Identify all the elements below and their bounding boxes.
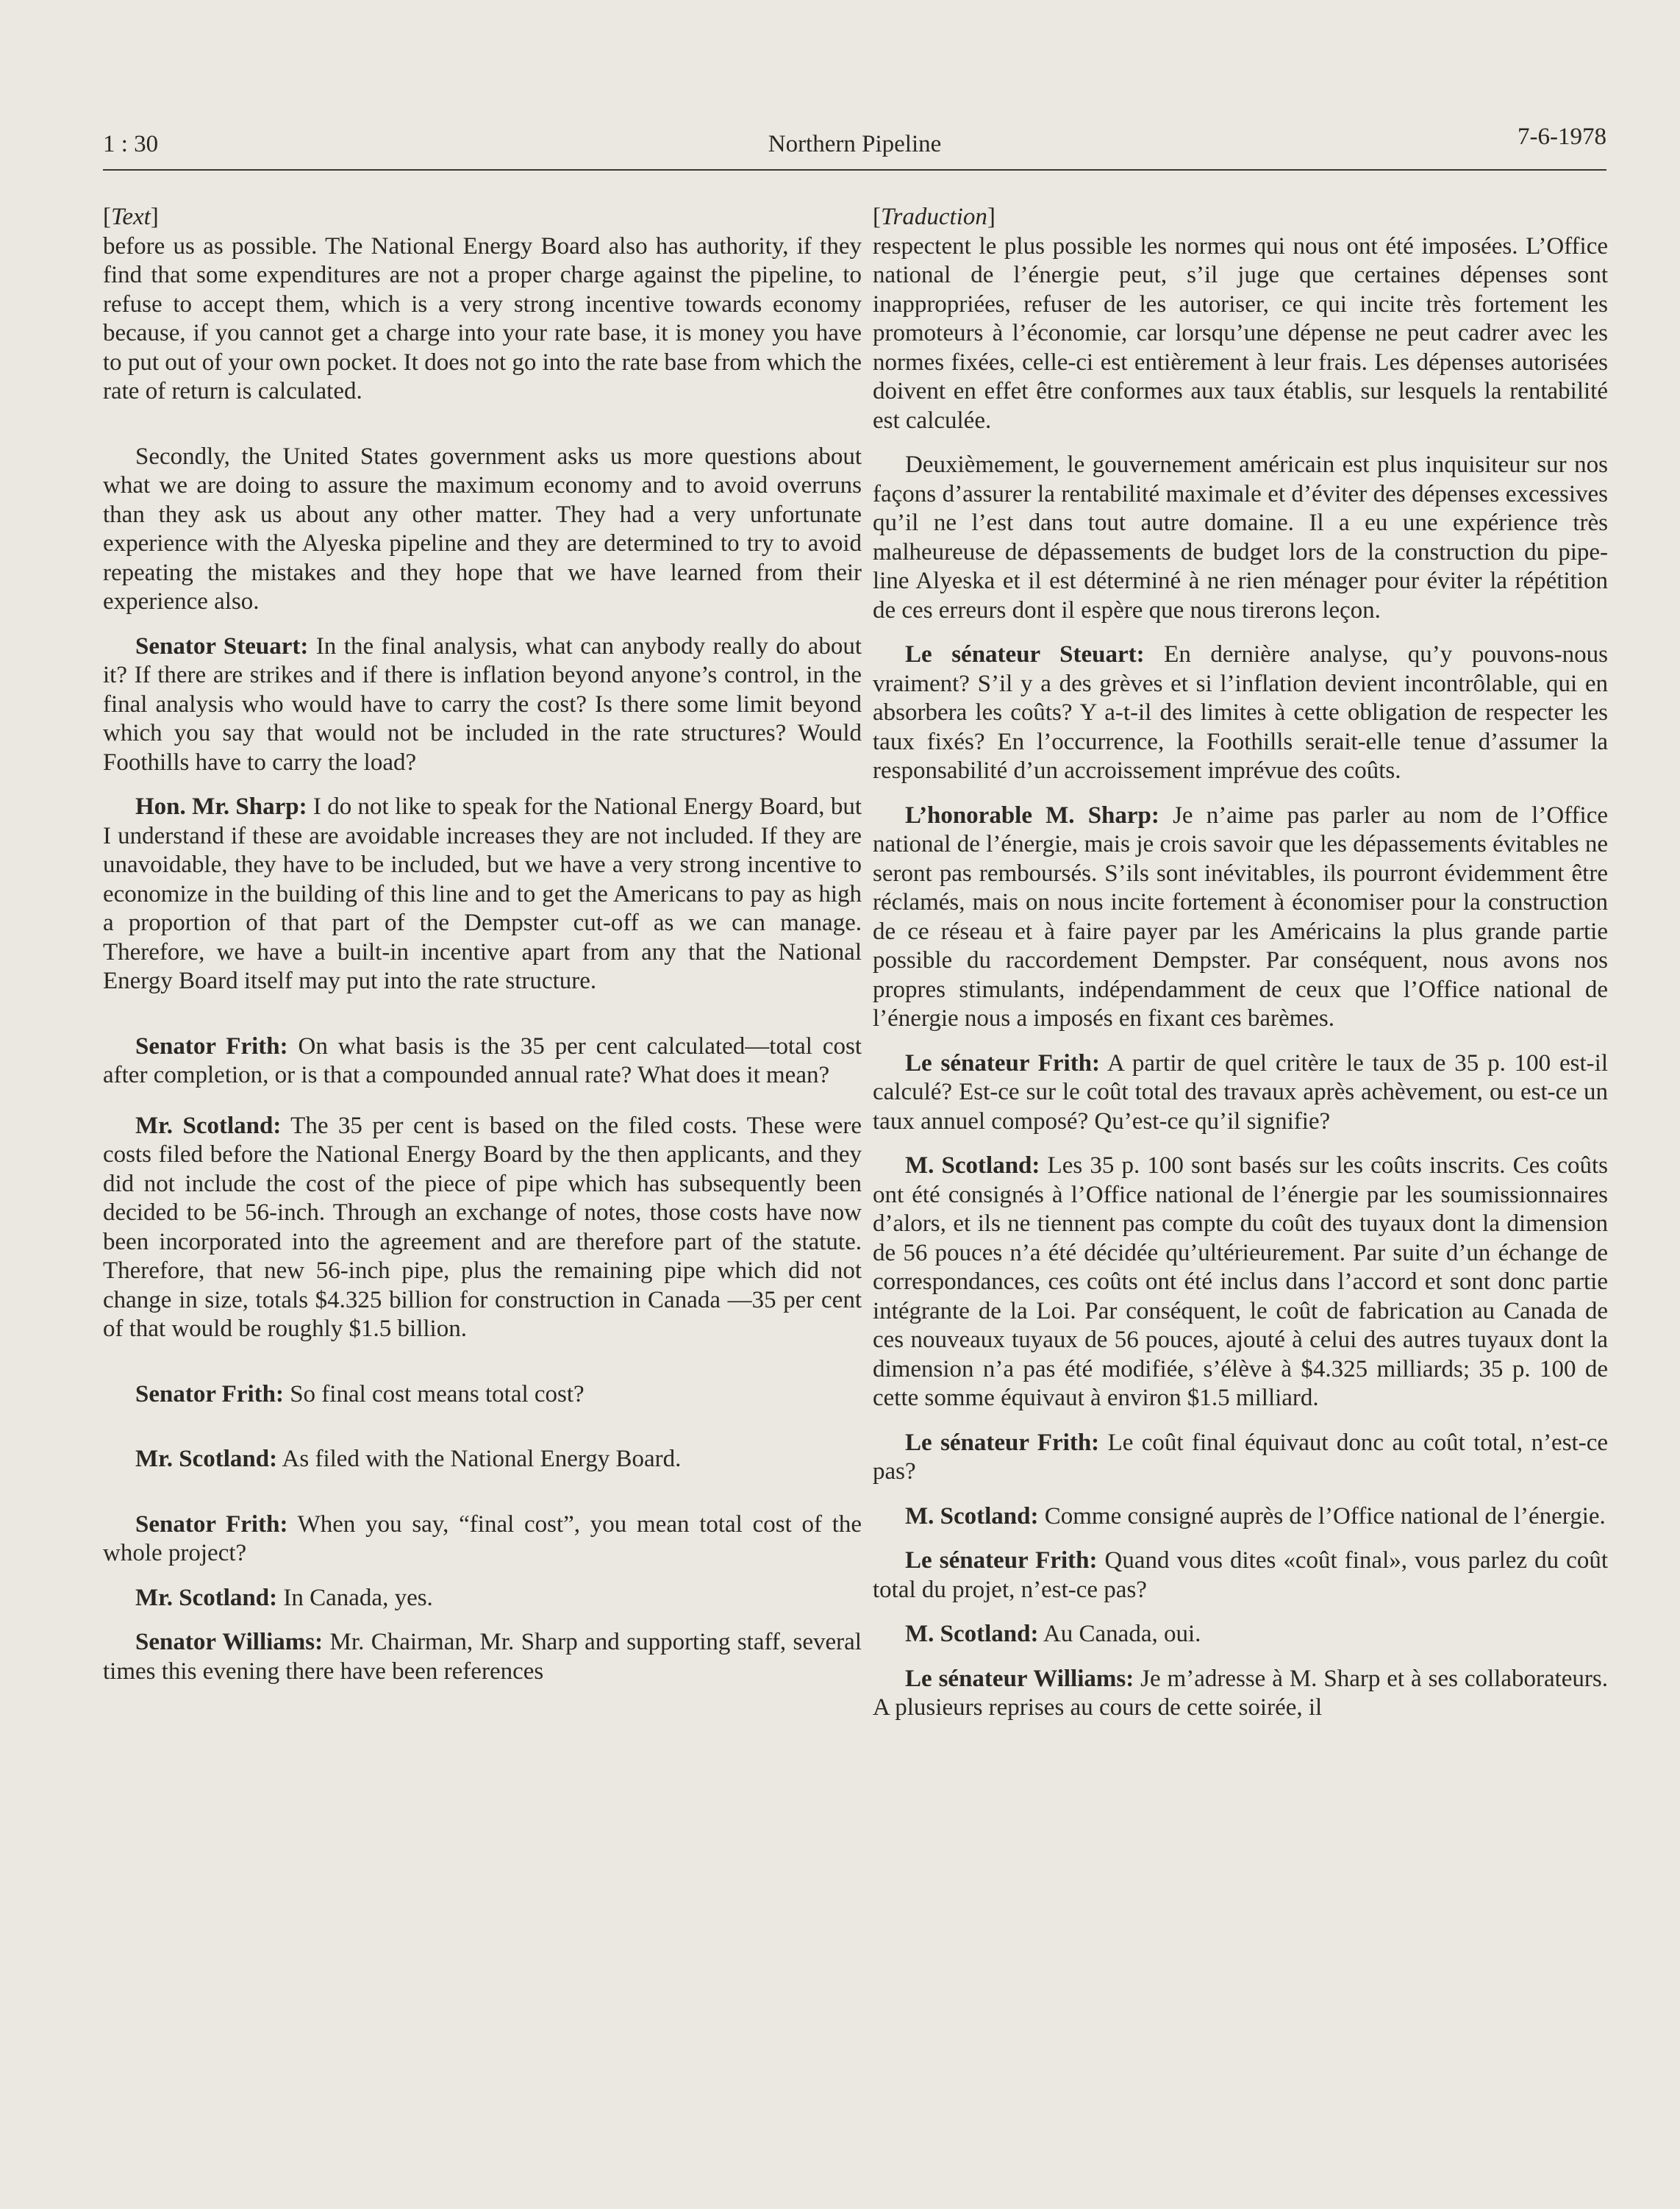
speaker-paragraph <box>873 1049 1608 1137</box>
speech-text: The 35 per cent is based on the filed costs. These were costs filed before the National Energy Board by the then applicants, and they did not include the cost of the piece of pipe which has subsequently been decided to be 56-inch. Through an exchange of notes, those costs have now been incorporated into the agreement and are therefore part of the statute. Therefore, that new 56-inch pipe, plus the remaining pipe which did not change in size, totals $4.325 billion for construction in Canada —35 per cent of that would be roughly $1.5 billion. <box>103 1112 862 1342</box>
speech-text: When you say, “final cost”, you mean total cost of the whole project? <box>103 1510 862 1566</box>
speaker-paragraph <box>873 640 1608 786</box>
speaker-paragraph <box>873 1665 1608 1723</box>
paragraph: Deuxièmement, le gouvernement américain est plus inquisiteur sur nos façons d’assurer la rentabilité maximale et d’éviter des dépenses excessives qu’il ne l’est dans tout autre domaine. Il a eu une expérience très malheureuse de dépassements de budget lors de la construction du pipe-line Alyeska et il est déterminé à ne rien ménager pour éviter la répétition de ces erreurs dont il espère que nous tirerons leçon. <box>873 452 1608 624</box>
speaker-name: Senator Steuart: <box>135 632 309 660</box>
paragraph: respectent le plus possible les normes qui nous ont été imposées. L’Office national de l’énergie peut, s’il juge que certaines dépenses sont inappropriées, refuser de les autoriser, ce qui incite très fortement les promoteurs à l’économie, car lorsqu’une dépense ne peut cadrer avec les normes fixées, celle-ci est entièrement à leur frais. Les dépenses autorisées doivent en effet être conformes aux taux établis, sur lesquels la rentabilité est calculée. <box>873 232 1608 434</box>
speaker-paragraph <box>873 1620 1608 1649</box>
speech-text: As filed with the National Energy Board. <box>277 1446 682 1472</box>
section-label-traduction: [Traduction] <box>873 204 996 230</box>
page-header <box>103 124 1606 168</box>
page-number: 1 : 30 <box>103 131 159 157</box>
speaker-name: Le sénateur Steuart: <box>905 641 1145 668</box>
speech-text: Je m’adresse à M. Sharp et à ses collaborateurs. A plusieurs reprises au cours de cette soirée, il <box>873 1665 1608 1721</box>
speech-text: Je n’aime pas parler au nom de l’Office national de l’énergie, mais je crois savoir que les dépassements évitables ne seront pas remboursés. S’ils sont inévitables, ils pourront évidemment être réclamés, mais on nous incite fortement à économiser pour la construction de ce réseau et à faire payer par les Américains la plus grande partie possible du raccordement Dempster. Par conséquent, nous avons nos propres stimulants, indépendamment de ceux que l’Office national de l’énergie nous a imposés en fixant ces barèmes. <box>873 802 1608 1032</box>
speaker-name: Mr. Scotland: <box>135 1584 278 1611</box>
speaker-name: L’honorable M. Sharp: <box>905 802 1159 829</box>
speaker-name: Mr. Scotland: <box>135 1446 278 1472</box>
speech-text: Quand vous dites «coût final», vous parlez du coût total du projet, n’est-ce pas? <box>873 1547 1608 1603</box>
speaker-paragraph <box>103 1445 862 1474</box>
speech-text: Le coût final équivaut donc au coût total, n’est-ce pas? <box>873 1429 1608 1485</box>
speaker-name: Senator Frith: <box>135 1510 288 1538</box>
speech-text: Mr. Chairman, Mr. Sharp and supporting staff, several times this evening there have been references <box>103 1629 862 1685</box>
speaker-name: Le sénateur Frith: <box>905 1547 1098 1574</box>
speaker-name: Le sénateur Frith: <box>905 1049 1101 1077</box>
speaker-paragraph <box>103 1380 862 1410</box>
speaker-name: M. Scotland: <box>905 1152 1040 1179</box>
speech-text: Les 35 p. 100 sont basés sur les coûts inscrits. Ces coûts ont été consignés à l’Office national de l’énergie par les soumissionnaires d’alors, et ils ne tiennent pas compte du coût des tuyaux dont la dimension de 56 pouces n’a été décidée qu’ultérieurement. Par suite d’un échange de correspondances, ces coûts ont été inclus dans l’accord et sont donc partie intégrante de la Loi. Par conséquent, le coût de fabrication au Canada de ces nouveaux tuyaux de 56 pouces, ajouté à celui des autres tuyaux dont la dimension n’a pas été modifiée, s’élève à $4.325 milliards; 35 p. 100 de cette somme équivaut à environ $1.5 milliard. <box>873 1152 1608 1411</box>
speech-text: I do not like to speak for the National Energy Board, but I understand if these are avoidable increases they are not included. If they are unavoidable, they have to be included, but we have a very strong incentive to economize in the building of this line and to get the Americans to pay as high a proportion of that part of the Dempster cut-off as we can manage. Therefore, we have a built-in incentive apart from any that the National Energy Board itself may put into the rate structure. <box>103 793 862 994</box>
speaker-paragraph <box>873 1502 1608 1532</box>
section-label-text: [Text] <box>103 204 159 230</box>
header-rule <box>103 169 1606 171</box>
speaker-name: Senator Williams: <box>135 1629 324 1655</box>
speaker-paragraph <box>103 1628 862 1686</box>
speaker-paragraph <box>873 1152 1608 1413</box>
speaker-paragraph <box>873 1429 1608 1487</box>
speaker-name: Mr. Scotland: <box>135 1112 282 1139</box>
running-title: Northern Pipeline <box>768 131 942 157</box>
speaker-name: Le sénateur Williams: <box>905 1665 1134 1692</box>
speaker-name: Senator Frith: <box>135 1032 288 1060</box>
paragraph: before us as possible. The National Energy Board also has authority, if they find that some expenditures are not a proper charge against the pipeline, to refuse to accept them, which is a very strong incentive towards economy because, if you cannot get a charge into your rate base, it is money you have to put out of your own pocket. It does not go into the rate base from which the rate of return is calculated. <box>103 232 862 404</box>
speech-text: So final cost means total cost? <box>283 1380 585 1407</box>
speaker-paragraph <box>103 1032 862 1091</box>
speaker-name: M. Scotland: <box>905 1621 1039 1647</box>
speech-text: Au Canada, oui. <box>1038 1621 1201 1647</box>
speech-text: Comme consigné auprès de l’Office national de l’énergie. <box>1038 1502 1606 1530</box>
speaker-paragraph <box>103 1112 862 1344</box>
speech-text: En dernière analyse, qu’y pouvons-nous vraiment? S’il y a des grèves et si l’inflation devient incontrôlable, qui en absorbera les coûts? Y a-t-il des limites à cette obligation de respecter les taux fixés? En l’occurrence, la Foothills serait-elle tenue d’assumer la responsabilité d’un accroissement imprévue des coûts. <box>873 641 1608 784</box>
speaker-name: M. Scotland: <box>905 1502 1039 1530</box>
speech-text: A partir de quel critère le taux de 35 p. 100 est-il calculé? Est-ce sur le coût total des travaux après achèvement, ou est-ce un taux annuel composé? Qu’est-ce qu’il signifie? <box>873 1049 1608 1135</box>
english-column <box>103 203 862 1702</box>
speaker-paragraph <box>103 1510 862 1569</box>
page-date: 7-6-1978 <box>1518 124 1606 150</box>
paragraph: Secondly, the United States government asks us more questions about what we are doing to assure the maximum economy and to avoid overruns than they ask us about any other matter. They had a very unfortunate experience with the Alyeska pipeline and they are determined to try to avoid repeating the mistakes and they hope that we have learned from their experience also. <box>103 443 862 615</box>
speaker-name: Senator Frith: <box>135 1380 284 1407</box>
speaker-name: Le sénateur Frith: <box>905 1429 1100 1456</box>
french-column <box>873 203 1608 1738</box>
speaker-paragraph <box>873 1546 1608 1605</box>
speech-text: In the final analysis, what can anybody really do about it? If there are strikes and if there is inflation beyond anyone’s control, in the final analysis who would have to carry the cost? Is there some limit beyond which you say that would not be included in the rate structures? Would Foothills have to carry the load? <box>103 632 862 776</box>
speaker-paragraph <box>873 802 1608 1034</box>
speaker-paragraph <box>103 632 862 778</box>
speaker-name: Hon. Mr. Sharp: <box>135 793 307 820</box>
speech-text: On what basis is the 35 per cent calculated—total cost after completion, or is that a compounded annual rate? What does it mean? <box>103 1032 862 1088</box>
speech-text: In Canada, yes. <box>277 1584 433 1611</box>
speaker-paragraph <box>103 1584 862 1613</box>
speaker-paragraph <box>103 793 862 996</box>
